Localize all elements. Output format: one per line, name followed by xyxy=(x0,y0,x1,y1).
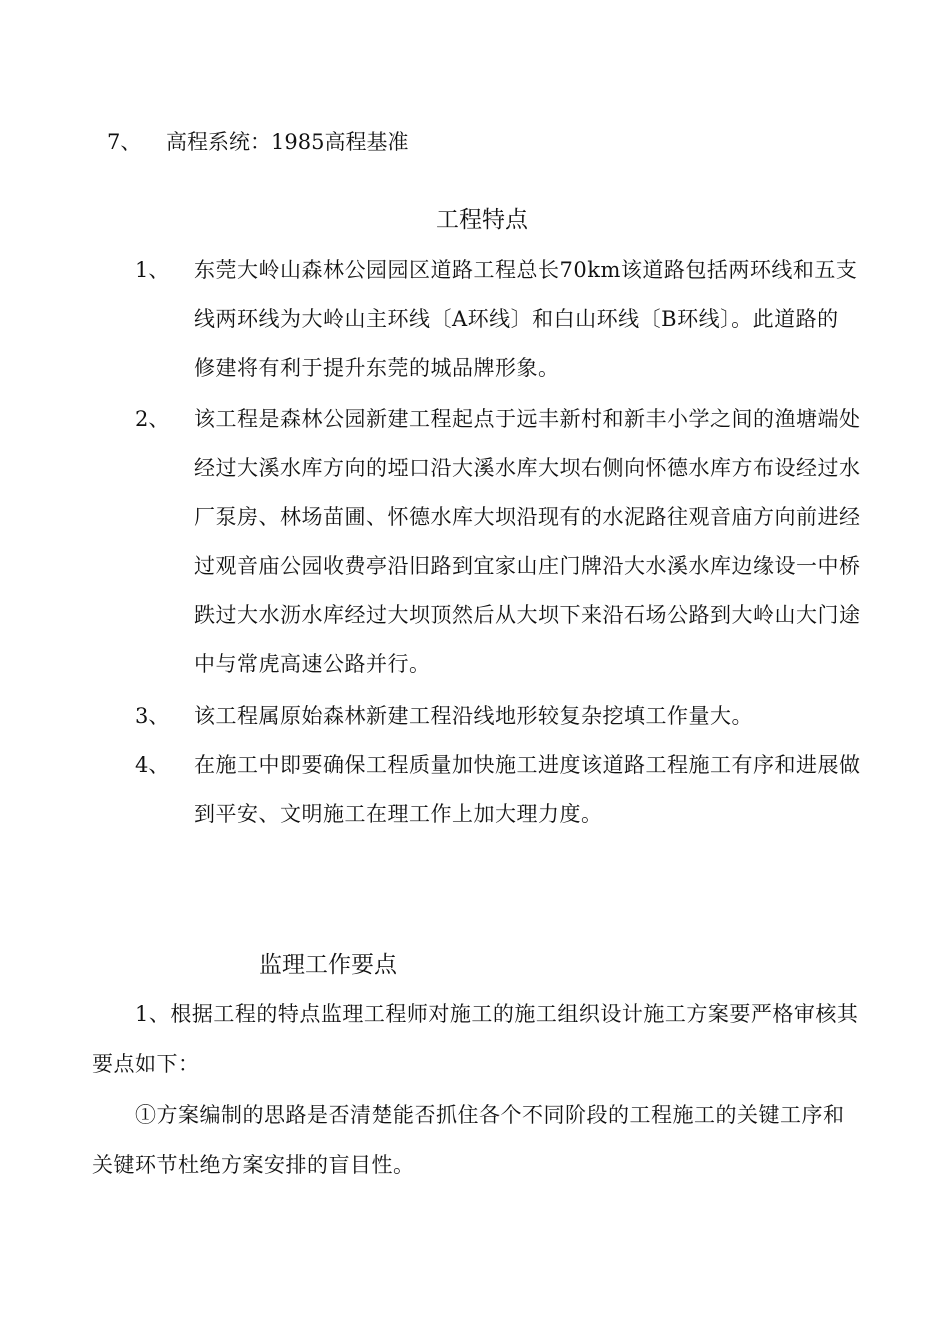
features-item-2-line-1: 该工程是森林公园新建工程起点于远丰新村和新丰小学之间的渔塘端处 xyxy=(194,407,861,431)
features-item-2-line-6: 中与常虎高速公路并行。 xyxy=(194,652,431,676)
features-item-4-number: 4、 xyxy=(135,753,170,777)
features-item-4-line-1: 在施工中即要确保工程质量加快施工进度该道路工程施工有序和进展做 xyxy=(194,753,861,777)
features-item-3-number: 3、 xyxy=(135,704,170,728)
features-item-4-line-2: 到平安、文明施工在理工作上加大理力度。 xyxy=(194,802,603,826)
features-item-1-number: 1、 xyxy=(135,258,170,282)
features-item-2-line-4: 过观音庙公园收费亭沿旧路到宜家山庄门牌沿大水溪水库边缘设一中桥 xyxy=(194,554,861,578)
features-item-1-line-2: 线两环线为大岭山主环线〔A环线〕和白山环线〔B环线〕。此道路的 xyxy=(194,307,839,331)
features-item-2-line-3: 厂泵房、林场苗圃、怀德水库大坝沿现有的水泥路往观音庙方向前进经 xyxy=(194,505,861,529)
supervision-para2-line-1: ①方案编制的思路是否清楚能否抓住各个不同阶段的工程施工的关键工序和 xyxy=(135,1103,845,1127)
features-item-2-number: 2、 xyxy=(135,407,170,431)
item7-number: 7、 xyxy=(107,130,142,154)
supervision-heading: 监理工作要点 xyxy=(259,952,397,978)
supervision-para1-line-2: 要点如下： xyxy=(92,1052,200,1076)
features-item-2-line-2: 经过大溪水库方向的埡口沿大溪水库大坝右侧向怀德水库方布设经过水 xyxy=(194,456,861,480)
supervision-para1-line-1: 1、根据工程的特点监理工程师对施工的施工组织设计施工方案要严格审核其 xyxy=(135,1002,859,1026)
item7-text: 高程系统：1985高程基准 xyxy=(166,130,409,154)
supervision-para2-line-2: 关键环节杜绝方案安排的盲目性。 xyxy=(92,1153,415,1177)
features-item-1-line-3: 修建将有利于提升东莞的城品牌形象。 xyxy=(194,356,560,380)
features-item-3-line-1: 该工程属原始森林新建工程沿线地形较复杂挖填工作量大。 xyxy=(194,704,753,728)
features-item-1-line-1: 东莞大岭山森林公园园区道路工程总长70km该道路包括两环线和五支 xyxy=(194,258,858,282)
features-heading: 工程特点 xyxy=(436,207,528,233)
features-item-2-line-5: 跌过大水沥水库经过大坝顶然后从大坝下来沿石场公路到大岭山大门途 xyxy=(194,603,861,627)
